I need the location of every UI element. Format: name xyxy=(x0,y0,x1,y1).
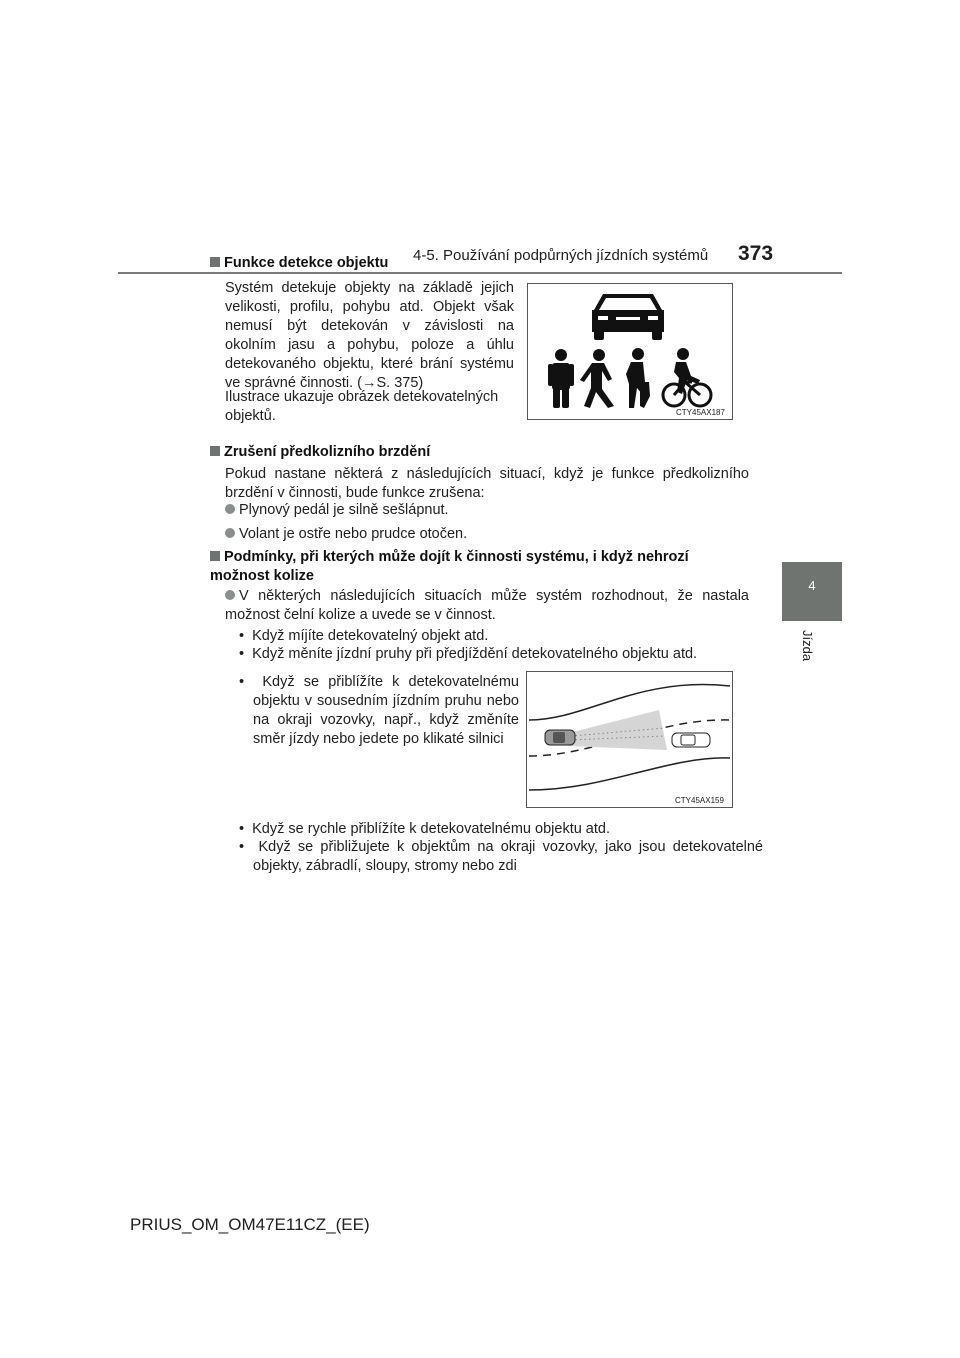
cyclist-icon xyxy=(663,348,711,406)
square-bullet-icon xyxy=(210,446,220,456)
round-bullet-icon xyxy=(225,504,235,514)
sub-list-item: • Když měníte jízdní pruhy při předjíždění detekovatelného objektu atd. xyxy=(239,646,698,662)
sub-list-item: • Když se rychle přiblížíte k detekovatelnému objektu atd. xyxy=(239,821,610,837)
sub-list-item: • Když se přibližujete k objektům na okraji vozovky, jako jsou detekovatelné objekty, zábradlí, sloupy, stromy nebo zdi xyxy=(239,839,763,874)
round-bullet-icon xyxy=(225,590,235,600)
sub-list-item: • Když se přiblížíte k detekovatelnému objektu v sousedním jízdním pruhu nebo na okraji vozovky, např., když změníte směr jízdy nebo jedete po klikaté silnici xyxy=(239,674,519,747)
page-number: 373 xyxy=(738,242,774,265)
document-code: PRIUS_OM_OM47E11CZ_(EE) xyxy=(130,1215,370,1234)
detectable-objects-figure xyxy=(527,283,733,420)
figure-code: CTY45AX187 xyxy=(676,408,725,417)
round-bullet-icon xyxy=(225,528,235,538)
illustration-caption: Ilustrace ukazuje obrázek detekovatelných objektů. xyxy=(225,389,499,424)
winding-road-illustration xyxy=(527,672,732,807)
list-item: Plynový pedál je silně sešlápnut. xyxy=(225,501,449,520)
section-heading-cancel-braking: Zrušení předkolizního brzdění xyxy=(210,444,430,460)
person-walking-icon xyxy=(580,349,614,408)
detectable-objects-illustration xyxy=(528,284,732,419)
header-divider xyxy=(118,272,842,274)
header-section-title: 4-5. Používání podpůrných jízdních systémů xyxy=(413,247,709,264)
square-bullet-icon xyxy=(210,257,220,267)
object-detection-paragraph: Systém detekuje objekty na základě jejich velikosti, profilu, pohybu atd. Objekt však nemusí být detekován v závislosti na okolním jasu a pohybu, poloze a úhlu detekovaného objektu, které brání systému ve správné činnosti. (→S. 375) xyxy=(225,280,514,391)
figure-code: CTY45AX159 xyxy=(675,796,724,805)
person-pushing-bike-icon xyxy=(626,348,650,408)
person-standing-icon xyxy=(548,349,574,408)
square-bullet-icon xyxy=(210,551,220,561)
sub-list-item: • Když míjíte detekovatelný objekt atd. xyxy=(239,628,489,644)
cancel-braking-paragraph: Pokud nastane některá z následujících situací, když je funkce předkolizního brzdění v činnosti, bude funkce zrušena: xyxy=(225,466,749,501)
list-item: V některých následujících situacích může systém rozhodnout, že nastala možnost čelní kolize a uvede se v činnost. xyxy=(225,588,749,623)
chapter-tab-number: 4 xyxy=(808,578,816,593)
car-top-view-icon xyxy=(545,730,575,745)
car-top-view-icon xyxy=(672,733,710,747)
list-item: Volant je ostře nebo prudce otočen. xyxy=(225,525,467,544)
winding-road-figure xyxy=(526,671,733,808)
section-heading-unintended-activation: Podmínky, při kterých může dojít k činnosti systému, i když nehrozí možnost kolize xyxy=(210,549,689,584)
section-heading-object-detection: Funkce detekce objektu xyxy=(210,255,388,271)
chapter-tab-label: Jízda xyxy=(800,630,815,662)
